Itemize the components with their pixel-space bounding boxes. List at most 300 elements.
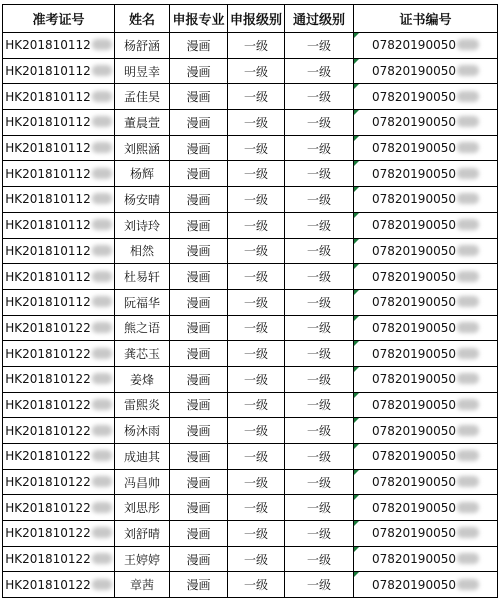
major-cell-text: 漫画 <box>186 38 211 53</box>
applied-level-cell-text: 一级 <box>243 141 268 156</box>
certificate-no-cell <box>354 444 498 470</box>
exam-id-cell <box>3 161 115 187</box>
major-cell-text: 漫画 <box>186 578 211 593</box>
redacted-mask <box>92 271 112 282</box>
major-cell <box>170 521 228 547</box>
redacted-mask <box>92 65 112 76</box>
certificate-no-cell <box>354 572 498 598</box>
major-cell-text: 漫画 <box>186 295 211 310</box>
passed-level-cell <box>285 546 354 572</box>
major-cell-text: 漫画 <box>186 115 211 130</box>
exam-id-cell-text: HK201810112 <box>5 89 91 104</box>
applied-level-cell-text: 一级 <box>243 167 268 182</box>
exam-id-cell <box>3 58 115 84</box>
passed-level-cell <box>285 315 354 341</box>
redacted-mask <box>457 296 479 307</box>
applied-level-cell-text: 一级 <box>243 295 268 310</box>
redacted-mask <box>92 373 112 384</box>
major-cell-text: 漫画 <box>186 449 211 464</box>
name-cell <box>115 418 170 444</box>
name-cell <box>115 572 170 598</box>
certificate-no-cell-text: 07820190050 <box>372 115 456 130</box>
redacted-mask <box>92 348 112 359</box>
name-cell-text: 杜易轩 <box>123 270 160 285</box>
name-cell-text: 杨安晴 <box>123 192 160 207</box>
name-cell <box>115 366 170 392</box>
passed-level-cell-text: 一级 <box>306 475 331 490</box>
redacted-mask <box>457 116 479 127</box>
passed-level-cell-text: 一级 <box>306 192 331 207</box>
certificate-no-cell <box>354 546 498 572</box>
passed-level-cell <box>285 33 354 59</box>
redacted-mask <box>457 373 479 384</box>
table-row <box>3 135 498 161</box>
redacted-mask <box>457 168 479 179</box>
name-cell <box>115 33 170 59</box>
major-cell-text: 漫画 <box>186 424 211 439</box>
table-row <box>3 366 498 392</box>
exam-results-table <box>2 4 498 598</box>
redacted-mask <box>457 476 479 487</box>
name-cell <box>115 341 170 367</box>
passed-level-cell <box>285 264 354 290</box>
redacted-mask <box>457 142 479 153</box>
name-cell-text: 阮福华 <box>123 295 160 310</box>
certificate-no-cell-text: 07820190050 <box>372 449 456 464</box>
certificate-no-cell <box>354 33 498 59</box>
exam-id-cell-text: HK201810112 <box>5 141 91 156</box>
major-cell <box>170 495 228 521</box>
major-cell <box>170 341 228 367</box>
name-cell <box>115 495 170 521</box>
redacted-mask <box>92 527 112 538</box>
redacted-mask <box>92 219 112 230</box>
certificate-no-cell-text: 07820190050 <box>372 269 456 284</box>
applied-level-cell <box>228 366 285 392</box>
redacted-mask <box>92 91 112 102</box>
certificate-no-cell <box>354 495 498 521</box>
name-cell-text: 刘思彤 <box>123 501 160 516</box>
applied-level-cell-text: 一级 <box>243 218 268 233</box>
applied-level-cell <box>228 238 285 264</box>
exam-id-cell-text: HK201810112 <box>5 295 91 310</box>
applied-level-cell-text: 一级 <box>243 64 268 79</box>
applied-level-cell <box>228 341 285 367</box>
passed-level-cell <box>285 418 354 444</box>
major-cell-text: 漫画 <box>186 218 211 233</box>
table-row <box>3 264 498 290</box>
exam-id-cell-text: HK201810112 <box>5 269 91 284</box>
major-cell <box>170 161 228 187</box>
exam-id-cell-text: HK201810122 <box>5 449 91 464</box>
name-cell-text: 章茜 <box>129 578 154 593</box>
name-cell <box>115 315 170 341</box>
cell-marker-icon <box>354 572 359 577</box>
header-row <box>3 5 498 33</box>
table-row <box>3 444 498 470</box>
redacted-mask <box>457 193 479 204</box>
cell-marker-icon <box>354 213 359 218</box>
applied-level-cell <box>228 187 285 213</box>
passed-level-cell <box>285 212 354 238</box>
certificate-no-cell-text: 07820190050 <box>372 423 456 438</box>
redacted-mask <box>457 65 479 76</box>
certificate-no-cell-text: 07820190050 <box>372 89 456 104</box>
applied-level-cell <box>228 161 285 187</box>
redacted-mask <box>92 116 112 127</box>
table-row <box>3 521 498 547</box>
redacted-mask <box>92 450 112 461</box>
certificate-no-cell <box>354 469 498 495</box>
exam-id-cell-text: HK201810112 <box>5 64 91 79</box>
certificate-no-cell-text: 07820190050 <box>372 295 456 310</box>
major-cell <box>170 84 228 110</box>
cell-marker-icon <box>354 110 359 115</box>
name-cell <box>115 58 170 84</box>
passed-level-cell <box>285 392 354 418</box>
cell-marker-icon <box>354 547 359 552</box>
passed-level-cell-text: 一级 <box>306 295 331 310</box>
redacted-mask <box>92 399 112 410</box>
passed-level-cell-text: 一级 <box>306 141 331 156</box>
passed-level-cell <box>285 135 354 161</box>
exam-id-cell-text: HK201810122 <box>5 500 91 515</box>
passed-level-cell <box>285 572 354 598</box>
redacted-mask <box>92 39 112 50</box>
redacted-mask <box>92 502 112 513</box>
redacted-mask <box>92 296 112 307</box>
major-cell <box>170 418 228 444</box>
major-cell-text: 漫画 <box>186 526 211 541</box>
cell-marker-icon <box>354 521 359 526</box>
name-cell <box>115 521 170 547</box>
exam-id-cell <box>3 469 115 495</box>
redacted-mask <box>457 348 479 359</box>
certificate-no-cell <box>354 161 498 187</box>
name-cell-text: 姜烽 <box>129 372 154 387</box>
table-row <box>3 546 498 572</box>
certificate-no-cell-text: 07820190050 <box>372 500 456 515</box>
name-cell-text: 董晨萱 <box>123 115 160 130</box>
major-cell-text: 漫画 <box>186 244 211 259</box>
passed-level-cell-text: 一级 <box>306 38 331 53</box>
redacted-mask <box>92 425 112 436</box>
major-cell <box>170 58 228 84</box>
applied-level-cell <box>228 572 285 598</box>
name-cell-text: 杨舒涵 <box>123 38 160 53</box>
passed-level-cell <box>285 521 354 547</box>
redacted-mask <box>457 399 479 410</box>
passed-level-cell <box>285 444 354 470</box>
exam-id-cell <box>3 521 115 547</box>
name-cell <box>115 546 170 572</box>
redacted-mask <box>457 579 479 590</box>
applied-level-cell-text: 一级 <box>243 192 268 207</box>
major-cell-text: 漫画 <box>186 192 211 207</box>
passed-level-cell-text: 一级 <box>306 64 331 79</box>
redacted-mask <box>92 553 112 564</box>
name-cell <box>115 392 170 418</box>
certificate-no-cell-text: 07820190050 <box>372 552 456 567</box>
table-row <box>3 187 498 213</box>
certificate-no-cell <box>354 289 498 315</box>
redacted-mask <box>457 91 479 102</box>
applied-level-cell-text: 一级 <box>243 501 268 516</box>
applied-level-cell-text: 一级 <box>243 244 268 259</box>
name-cell <box>115 469 170 495</box>
name-cell <box>115 212 170 238</box>
cell-marker-icon <box>354 59 359 64</box>
exam-id-cell <box>3 212 115 238</box>
passed-level-cell <box>285 161 354 187</box>
passed-level-cell-text: 一级 <box>306 90 331 105</box>
exam-id-cell-text: HK201810122 <box>5 526 91 541</box>
major-cell-text: 漫画 <box>186 398 211 413</box>
applied-level-cell <box>228 264 285 290</box>
header-certificate-no: 证书编号 <box>354 5 498 33</box>
cell-marker-icon <box>354 418 359 423</box>
passed-level-cell-text: 一级 <box>306 218 331 233</box>
applied-level-cell-text: 一级 <box>243 90 268 105</box>
exam-id-cell-text: HK201810122 <box>5 577 91 592</box>
applied-level-cell-text: 一级 <box>243 372 268 387</box>
major-cell <box>170 546 228 572</box>
applied-level-cell-text: 一级 <box>243 347 268 362</box>
name-cell-text: 明昱幸 <box>123 64 160 79</box>
certificate-no-cell <box>354 110 498 136</box>
certificate-no-cell-text: 07820190050 <box>372 243 456 258</box>
exam-id-cell <box>3 289 115 315</box>
redacted-mask <box>92 322 112 333</box>
name-cell-text: 杨辉 <box>129 167 154 182</box>
table-row <box>3 110 498 136</box>
applied-level-cell-text: 一级 <box>243 578 268 593</box>
certificate-no-cell-text: 07820190050 <box>372 64 456 79</box>
applied-level-cell <box>228 444 285 470</box>
certificate-no-cell-text: 07820190050 <box>372 346 456 361</box>
name-cell-text: 冯昌帅 <box>123 475 160 490</box>
major-cell <box>170 135 228 161</box>
major-cell <box>170 469 228 495</box>
header-major: 申报专业 <box>170 5 228 33</box>
exam-id-cell-text: HK201810122 <box>5 475 91 490</box>
major-cell <box>170 289 228 315</box>
name-cell <box>115 84 170 110</box>
passed-level-cell <box>285 84 354 110</box>
applied-level-cell <box>228 110 285 136</box>
exam-id-cell-text: HK201810122 <box>5 320 91 335</box>
applied-level-cell <box>228 212 285 238</box>
applied-level-cell <box>228 289 285 315</box>
certificate-no-cell <box>354 264 498 290</box>
passed-level-cell-text: 一级 <box>306 372 331 387</box>
redacted-mask <box>457 425 479 436</box>
passed-level-cell <box>285 289 354 315</box>
passed-level-cell <box>285 110 354 136</box>
applied-level-cell-text: 一级 <box>243 270 268 285</box>
name-cell <box>115 264 170 290</box>
applied-level-cell <box>228 33 285 59</box>
name-cell-text: 刘诗玲 <box>123 218 160 233</box>
redacted-mask <box>457 502 479 513</box>
exam-id-cell <box>3 572 115 598</box>
certificate-no-cell <box>354 418 498 444</box>
applied-level-cell-text: 一级 <box>243 475 268 490</box>
cell-marker-icon <box>354 470 359 475</box>
exam-id-cell <box>3 264 115 290</box>
header-exam-id: 准考证号 <box>3 5 115 33</box>
table-row <box>3 212 498 238</box>
table-row <box>3 84 498 110</box>
cell-marker-icon <box>354 316 359 321</box>
major-cell-text: 漫画 <box>186 64 211 79</box>
exam-id-cell <box>3 392 115 418</box>
name-cell <box>115 187 170 213</box>
name-cell-text: 杨沐雨 <box>123 424 160 439</box>
table-row <box>3 392 498 418</box>
name-cell-text: 刘熙涵 <box>123 141 160 156</box>
exam-id-cell-text: HK201810122 <box>5 423 91 438</box>
passed-level-cell-text: 一级 <box>306 552 331 567</box>
major-cell-text: 漫画 <box>186 141 211 156</box>
exam-id-cell <box>3 366 115 392</box>
cell-marker-icon <box>354 187 359 192</box>
redacted-mask <box>92 476 112 487</box>
passed-level-cell-text: 一级 <box>306 398 331 413</box>
certificate-no-cell-text: 07820190050 <box>372 372 456 387</box>
applied-level-cell <box>228 418 285 444</box>
passed-level-cell-text: 一级 <box>306 321 331 336</box>
certificate-no-cell-text: 07820190050 <box>372 166 456 181</box>
exam-id-cell <box>3 444 115 470</box>
applied-level-cell <box>228 135 285 161</box>
redacted-mask <box>457 271 479 282</box>
certificate-no-cell-text: 07820190050 <box>372 141 456 156</box>
table-row <box>3 289 498 315</box>
applied-level-cell-text: 一级 <box>243 552 268 567</box>
applied-level-cell-text: 一级 <box>243 38 268 53</box>
certificate-no-cell-text: 07820190050 <box>372 475 456 490</box>
major-cell <box>170 392 228 418</box>
applied-level-cell <box>228 495 285 521</box>
table-row <box>3 161 498 187</box>
table-row <box>3 495 498 521</box>
redacted-mask <box>457 322 479 333</box>
exam-id-cell-text: HK201810112 <box>5 115 91 130</box>
certificate-no-cell-text: 07820190050 <box>372 218 456 233</box>
passed-level-cell-text: 一级 <box>306 115 331 130</box>
passed-level-cell-text: 一级 <box>306 270 331 285</box>
name-cell-text: 相然 <box>129 244 154 259</box>
exam-id-cell-text: HK201810122 <box>5 552 91 567</box>
name-cell-text: 龚芯玉 <box>123 347 160 362</box>
major-cell-text: 漫画 <box>186 270 211 285</box>
major-cell <box>170 366 228 392</box>
redacted-mask <box>457 450 479 461</box>
major-cell <box>170 572 228 598</box>
passed-level-cell <box>285 469 354 495</box>
redacted-mask <box>92 579 112 590</box>
exam-id-cell-text: HK201810112 <box>5 243 91 258</box>
name-cell-text: 雷熙炎 <box>123 398 160 413</box>
header-passed-level: 通过级别 <box>285 5 354 33</box>
major-cell-text: 漫画 <box>186 501 211 516</box>
redacted-mask <box>457 553 479 564</box>
passed-level-cell-text: 一级 <box>306 424 331 439</box>
exam-id-cell <box>3 495 115 521</box>
passed-level-cell <box>285 495 354 521</box>
major-cell-text: 漫画 <box>186 347 211 362</box>
redacted-mask <box>457 527 479 538</box>
name-cell-text: 刘舒晴 <box>123 526 160 541</box>
certificate-no-cell <box>354 366 498 392</box>
passed-level-cell-text: 一级 <box>306 244 331 259</box>
name-cell-text: 孟佳昊 <box>123 90 160 105</box>
table-row <box>3 572 498 598</box>
table-row <box>3 469 498 495</box>
table-row <box>3 238 498 264</box>
major-cell-text: 漫画 <box>186 167 211 182</box>
redacted-mask <box>457 245 479 256</box>
name-cell <box>115 444 170 470</box>
certificate-no-cell <box>354 315 498 341</box>
applied-level-cell <box>228 546 285 572</box>
table-body <box>3 33 498 598</box>
table-row <box>3 418 498 444</box>
exam-id-cell-text: HK201810122 <box>5 346 91 361</box>
certificate-no-cell <box>354 84 498 110</box>
cell-marker-icon <box>354 393 359 398</box>
major-cell <box>170 33 228 59</box>
major-cell-text: 漫画 <box>186 321 211 336</box>
certificate-no-cell <box>354 135 498 161</box>
applied-level-cell-text: 一级 <box>243 115 268 130</box>
exam-id-cell-text: HK201810122 <box>5 372 91 387</box>
name-cell <box>115 238 170 264</box>
applied-level-cell-text: 一级 <box>243 424 268 439</box>
certificate-no-cell-text: 07820190050 <box>372 577 456 592</box>
cell-marker-icon <box>354 239 359 244</box>
name-cell <box>115 110 170 136</box>
redacted-mask <box>92 168 112 179</box>
header-applied-level: 申报级别 <box>228 5 285 33</box>
certificate-no-cell-text: 07820190050 <box>372 38 456 53</box>
cell-marker-icon <box>354 341 359 346</box>
exam-id-cell-text: HK201810112 <box>5 192 91 207</box>
exam-id-cell <box>3 110 115 136</box>
applied-level-cell <box>228 392 285 418</box>
passed-level-cell-text: 一级 <box>306 501 331 516</box>
major-cell-text: 漫画 <box>186 475 211 490</box>
passed-level-cell <box>285 366 354 392</box>
cell-marker-icon <box>354 495 359 500</box>
cell-marker-icon <box>354 264 359 269</box>
applied-level-cell <box>228 84 285 110</box>
cell-marker-icon <box>354 84 359 89</box>
certificate-no-cell <box>354 521 498 547</box>
redacted-mask <box>457 39 479 50</box>
major-cell <box>170 444 228 470</box>
applied-level-cell <box>228 521 285 547</box>
major-cell <box>170 187 228 213</box>
redacted-mask <box>92 193 112 204</box>
applied-level-cell <box>228 315 285 341</box>
passed-level-cell-text: 一级 <box>306 347 331 362</box>
certificate-no-cell-text: 07820190050 <box>372 397 456 412</box>
certificate-no-cell-text: 07820190050 <box>372 526 456 541</box>
major-cell-text: 漫画 <box>186 552 211 567</box>
header-name: 姓名 <box>115 5 170 33</box>
